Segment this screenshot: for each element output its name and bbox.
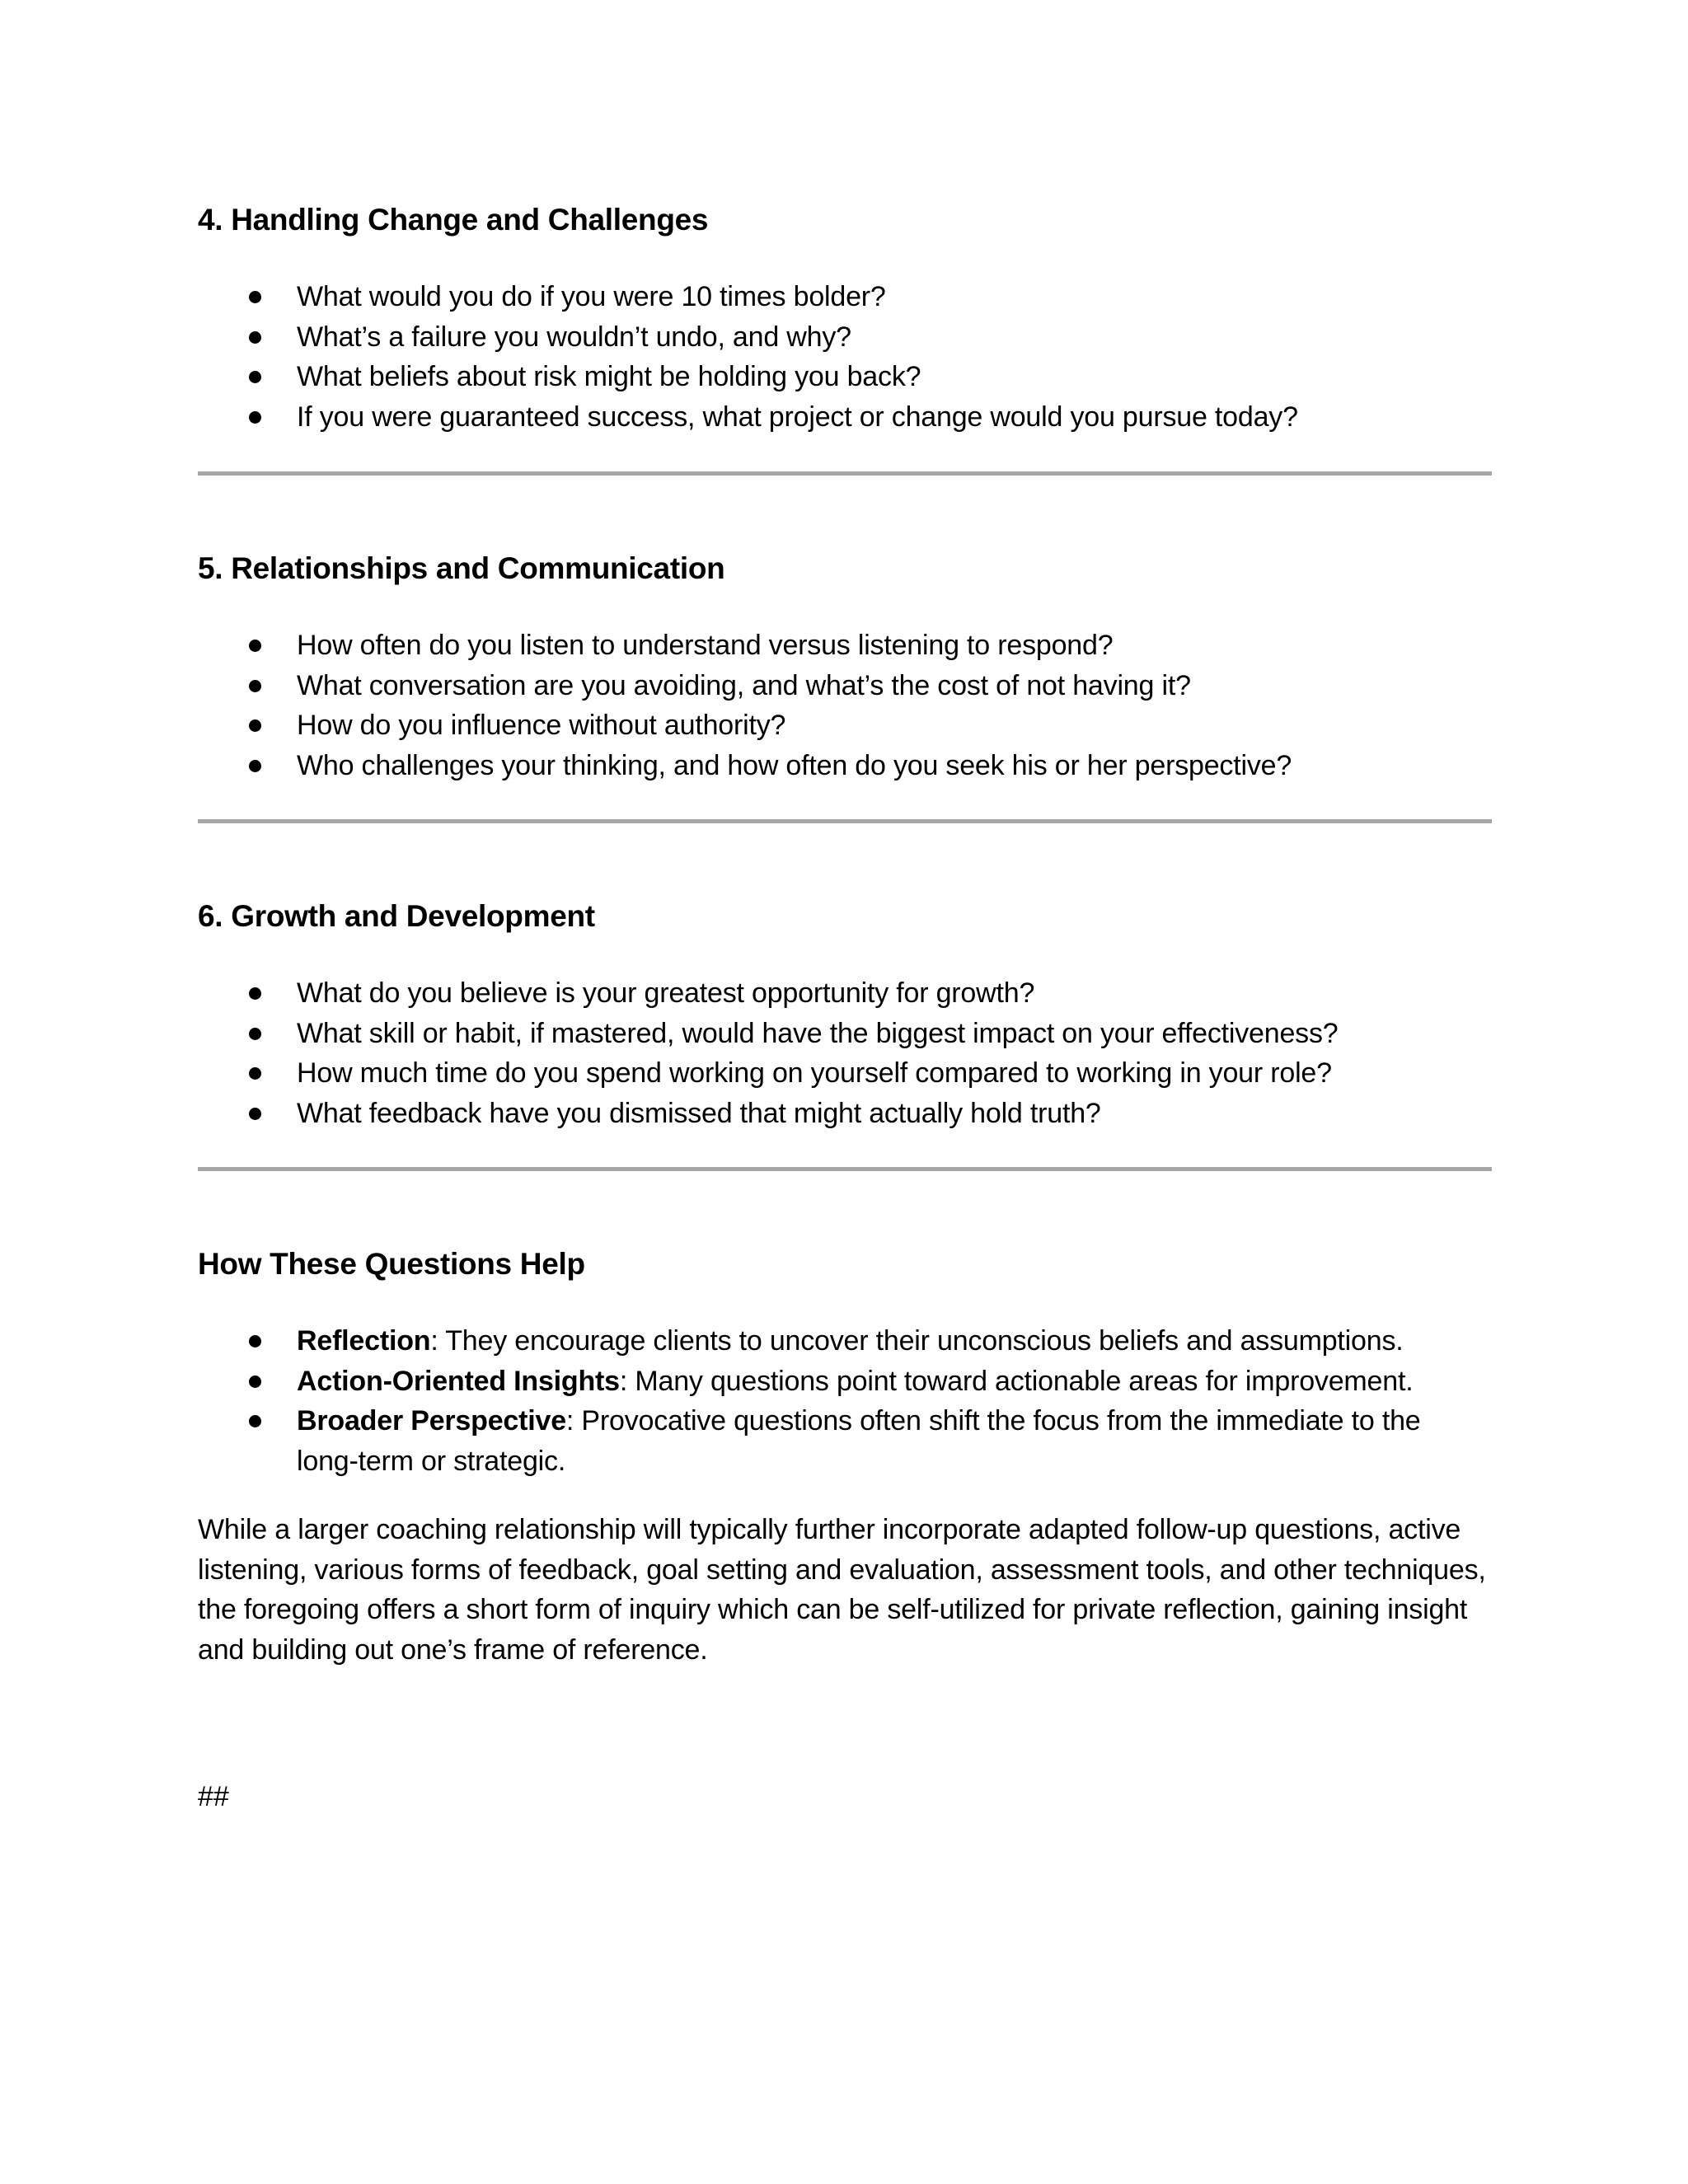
bullet-icon bbox=[249, 719, 261, 732]
list-item: What do you believe is your greatest opportunity for growth? bbox=[198, 973, 1492, 1014]
bullet-icon bbox=[249, 760, 261, 772]
section-heading: 6. Growth and Development bbox=[198, 899, 595, 933]
list-item: How much time do you spend working on yourself compared to working in your role? bbox=[198, 1053, 1492, 1094]
closing-paragraph: While a larger coaching relationship will typically further incorporate adapted follow-up questions, active listening, various forms of feedback, goal setting and evaluation, assessment tools, and other techniques, the foregoing offers a short form of inquiry which can be self-utilized for private reflection, gaining insight and building out one’s frame of reference. bbox=[198, 1514, 1486, 1666]
horizontal-rule bbox=[198, 471, 1492, 476]
bullet-icon bbox=[249, 1376, 261, 1388]
term-label: Action-Oriented Insights bbox=[297, 1365, 620, 1397]
list-item: What would you do if you were 10 times bolder? bbox=[198, 277, 1492, 317]
bullet-icon bbox=[249, 1108, 261, 1120]
list-item: If you were guaranteed success, what project or change would you pursue today? bbox=[198, 397, 1492, 438]
section-heading: How These Questions Help bbox=[198, 1247, 585, 1281]
horizontal-rule bbox=[198, 819, 1492, 823]
bullet-list bbox=[198, 626, 1492, 785]
bullet-icon bbox=[249, 1067, 261, 1080]
bullet-list bbox=[198, 1321, 1492, 1481]
list-item: Reflection: They encourage clients to uncover their unconscious beliefs and assumptions. bbox=[198, 1321, 1492, 1361]
list-item: What feedback have you dismissed that might actually hold truth? bbox=[198, 1094, 1492, 1134]
list-item: Action-Oriented Insights: Many questions point toward actionable areas for improvement. bbox=[198, 1361, 1492, 1402]
bullet-icon bbox=[249, 987, 261, 1000]
bullet-icon bbox=[249, 331, 261, 344]
bullet-icon bbox=[249, 291, 261, 303]
bullet-icon bbox=[249, 411, 261, 424]
section-heading: 4. Handling Change and Challenges bbox=[198, 203, 709, 237]
term-label: Broader Perspective bbox=[297, 1405, 566, 1436]
bullet-list bbox=[198, 277, 1492, 437]
horizontal-rule bbox=[198, 1167, 1492, 1171]
bullet-icon bbox=[249, 1335, 261, 1347]
list-item: Broader Perspective: Provocative questions often shift the focus from the immediate to the long-term or strategic. bbox=[198, 1401, 1492, 1481]
list-item: What’s a failure you wouldn’t undo, and why? bbox=[198, 317, 1492, 358]
term-label: Reflection bbox=[297, 1325, 431, 1357]
list-item: Who challenges your thinking, and how often do you seek his or her perspective? bbox=[198, 746, 1492, 786]
list-item: What skill or habit, if mastered, would have the biggest impact on your effectiveness? bbox=[198, 1014, 1492, 1054]
list-item: What beliefs about risk might be holding you back? bbox=[198, 357, 1492, 397]
bullet-icon bbox=[249, 680, 261, 692]
bullet-icon bbox=[249, 1028, 261, 1040]
bullet-icon bbox=[249, 1415, 261, 1427]
section-heading: 5. Relationships and Communication bbox=[198, 551, 725, 585]
bullet-icon bbox=[249, 640, 261, 652]
list-item: What conversation are you avoiding, and what’s the cost of not having it? bbox=[198, 666, 1492, 706]
list-item: How often do you listen to understand versus listening to respond? bbox=[198, 626, 1492, 666]
end-mark: ## bbox=[198, 1781, 229, 1812]
list-item: How do you influence without authority? bbox=[198, 705, 1492, 746]
bullet-icon bbox=[249, 371, 261, 383]
bullet-list bbox=[198, 973, 1492, 1133]
